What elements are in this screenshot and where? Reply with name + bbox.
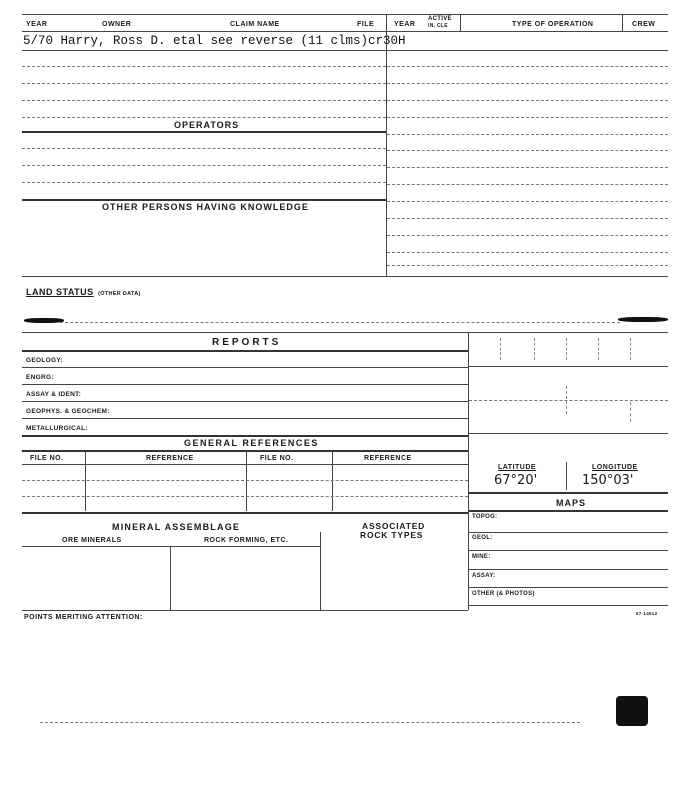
reference-header: REFERENCE <box>146 455 194 462</box>
grid-tick <box>566 386 567 414</box>
longitude-value: 150°03' <box>582 473 634 488</box>
report-row-line <box>22 384 468 385</box>
operation-line <box>387 265 668 266</box>
header-bottom-line <box>22 31 668 32</box>
operation-line <box>387 50 668 51</box>
report-row-line <box>22 401 468 402</box>
general-references-subrule <box>22 450 468 452</box>
owner-entry-typed: 5/70 Harry, Ross D. etal see reverse (11 clms)cr30H <box>23 34 406 48</box>
lat-long-divider <box>566 462 567 490</box>
grid-tick <box>534 338 535 360</box>
latitude-value: 67°20' <box>494 473 538 488</box>
year-header: YEAR <box>26 21 48 28</box>
main-column-divider <box>386 15 387 277</box>
reference-file-no-header: FILE NO. <box>260 455 294 462</box>
reference-file-no-header: FILE NO. <box>30 455 64 462</box>
operation-line <box>387 134 668 135</box>
report-row-label: GEOLOGY: <box>26 357 63 364</box>
crew-column-divider <box>622 15 623 31</box>
map-row-label: TOPOG: <box>472 514 498 520</box>
operators-line <box>22 182 386 183</box>
maps-rule <box>469 492 668 494</box>
reference-header-line <box>22 464 468 465</box>
top-border-line <box>22 14 668 15</box>
report-row-line <box>22 367 468 368</box>
ore-minerals-header: ORE MINERALS <box>62 537 122 544</box>
land-status-label-group <box>26 282 141 300</box>
reports-rule <box>22 350 468 352</box>
map-row-label: GEOL: <box>472 535 493 541</box>
map-row-label: OTHER (& PHOTOS) <box>472 591 535 597</box>
maps-subrule <box>469 510 668 512</box>
report-row-label: GEOPHYS. & GEOCHEM: <box>26 408 110 415</box>
reference-col-divider <box>85 451 86 511</box>
active-subheader: IN. CLE <box>428 23 448 29</box>
map-row-line <box>469 550 668 551</box>
mineral-header-line <box>22 546 320 547</box>
associated-rock-types-heading: ASSOCIATED <box>362 521 426 531</box>
owner-header: OWNER <box>102 21 132 28</box>
other-persons-heading: OTHER PERSONS HAVING KNOWLEDGE <box>102 202 309 212</box>
operators-line <box>22 148 386 149</box>
grid-line <box>469 366 668 367</box>
grid-line <box>469 400 668 401</box>
report-row-line <box>22 418 468 419</box>
active-header: ACTIVE <box>428 16 452 22</box>
report-row-label: METALLURGICAL: <box>26 425 88 432</box>
report-row-label: ENGRG: <box>26 374 54 381</box>
reports-top-line <box>22 332 668 333</box>
operation-line <box>387 201 668 202</box>
reference-line <box>22 480 468 481</box>
operators-line <box>22 165 386 166</box>
reference-header: REFERENCE <box>364 455 412 462</box>
map-row-line <box>469 532 668 533</box>
operators-rule <box>22 131 386 133</box>
map-row-label: MINE: <box>472 554 491 560</box>
operation-line <box>387 83 668 84</box>
ink-smudge <box>618 317 668 322</box>
reports-heading: REPORTS <box>212 337 282 348</box>
other-persons-rule <box>22 199 386 201</box>
operators-top-line <box>22 117 386 118</box>
operators-heading: OPERATORS <box>174 120 240 130</box>
ink-smudge <box>24 318 64 323</box>
grid-tick <box>566 338 567 360</box>
map-row-label: ASSAY: <box>472 573 496 579</box>
rock-forming-header: ROCK FORMING, ETC. <box>204 537 289 544</box>
claim-name-header: CLAIM NAME <box>230 21 280 28</box>
land-status-note: (OTHER DATA) <box>98 291 141 297</box>
ink-blot <box>616 696 648 726</box>
operation-line <box>387 218 668 219</box>
mineral-col-divider <box>170 546 171 610</box>
maps-heading: MAPS <box>556 498 587 508</box>
operation-line <box>387 66 668 67</box>
other-persons-bottom-line <box>22 276 668 277</box>
land-status-line <box>60 322 620 323</box>
operation-line <box>387 184 668 185</box>
grid-tick <box>630 402 631 422</box>
grid-tick <box>630 338 631 360</box>
crew-header: CREW <box>632 21 656 28</box>
owner-line <box>22 100 386 101</box>
reference-col-divider <box>332 451 333 511</box>
operation-line <box>387 235 668 236</box>
active-column-divider <box>460 15 461 31</box>
operation-line <box>387 150 668 151</box>
form-number: 67-14612 <box>636 611 658 616</box>
operation-line <box>387 167 668 168</box>
map-row-line <box>469 587 668 588</box>
year-header-right: YEAR <box>394 21 416 28</box>
map-row-line <box>469 605 668 606</box>
reference-col-divider <box>246 451 247 511</box>
latitude-label: LATITUDE <box>498 464 537 471</box>
longitude-label: LONGITUDE <box>592 464 638 471</box>
mineral-assemblage-rule <box>22 512 468 514</box>
reference-line <box>22 496 468 497</box>
land-status-heading: LAND STATUS <box>26 287 94 297</box>
general-references-heading: GENERAL REFERENCES <box>184 438 319 448</box>
grid-tick <box>500 338 501 360</box>
owner-line <box>22 83 386 84</box>
mineral-bottom-line <box>22 610 468 611</box>
operation-line <box>387 100 668 101</box>
associated-rock-types-heading-line2: ROCK TYPES <box>360 530 424 540</box>
type-of-operation-header: TYPE OF OPERATION <box>512 21 594 28</box>
grid-line <box>469 433 668 434</box>
owner-line <box>22 50 386 51</box>
operation-line <box>387 252 668 253</box>
grid-tick <box>598 338 599 360</box>
map-row-line <box>469 569 668 570</box>
file-header: FILE <box>357 21 375 28</box>
points-meriting-attention-heading: POINTS MERITING ATTENTION: <box>24 614 143 621</box>
general-references-rule <box>22 435 468 437</box>
owner-line <box>22 66 386 67</box>
mineral-col-divider <box>320 532 321 610</box>
mineral-assemblage-heading: MINERAL ASSEMBLAGE <box>112 522 241 532</box>
report-row-label: ASSAY & IDENT: <box>26 391 82 398</box>
bottom-trace-line <box>40 722 580 723</box>
operation-line <box>387 117 668 118</box>
